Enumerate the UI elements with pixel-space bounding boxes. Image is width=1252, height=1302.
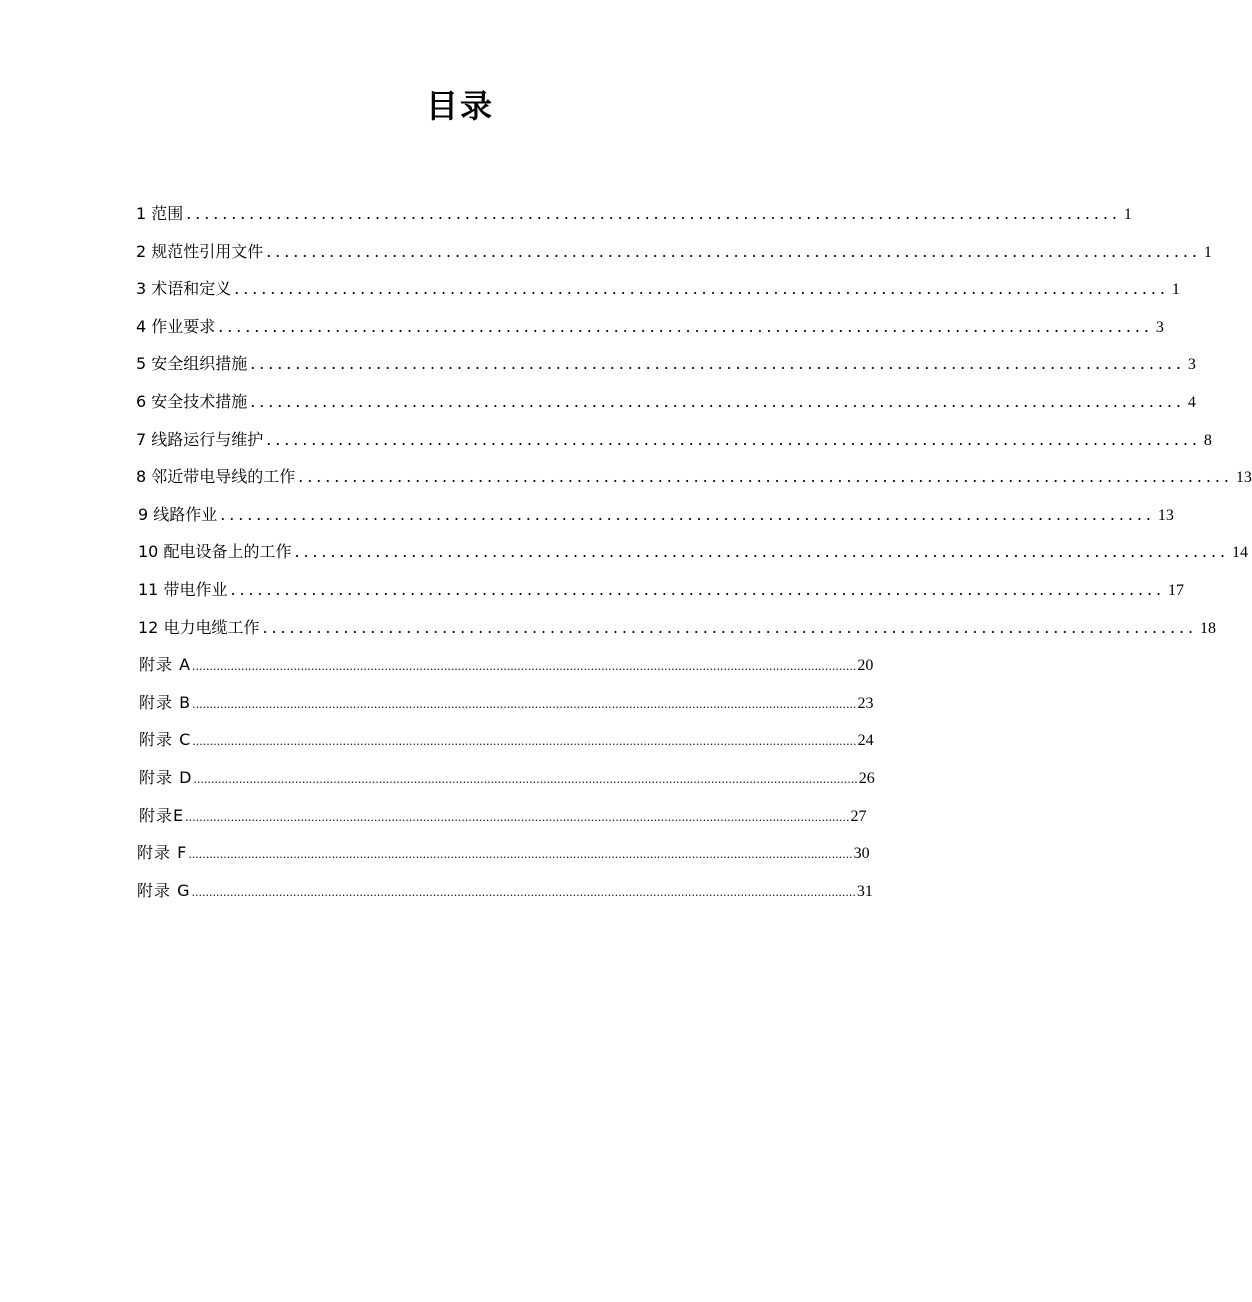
toc-entry-label: 7 线路运行与维护 [136,429,264,449]
dot-leader: .............................................................................................................................................................................................. [188,848,853,862]
dot-leader: ........................................................................................................ [218,316,1153,336]
toc-entry-label: 附录 C [139,730,192,750]
toc-entry-page: 13 [1157,506,1174,524]
toc-entry-label: 1 范围 [136,204,184,223]
toc-entry-label: 附录 B [139,692,192,712]
dot-leader: ........................................................................................................ [266,429,1201,449]
page-title: 目录 [425,87,494,125]
toc-appendix-c[interactable] [0,721,920,759]
toc-entry-10[interactable] [0,533,1248,571]
toc-entry-label: 附录E [139,805,185,825]
toc-entry-label: 3 术语和定义 [136,279,232,299]
toc-appendix-a[interactable] [0,646,920,684]
toc-entry-page: 14 [1232,544,1248,562]
dot-leader: .............................................................................................................................................................................................. [191,885,856,899]
toc-entry-page: 20 [857,657,874,675]
dot-leader: ........................................................................................................ [266,241,1201,261]
toc-entry-page: 17 [1168,581,1184,599]
toc-entry-4[interactable] [0,308,1164,346]
toc-entry-page: 3 [1187,356,1196,374]
toc-appendix-d[interactable] [0,759,920,797]
toc-entry-page: 1 [1171,281,1180,299]
table-of-contents [0,195,1252,909]
toc-entry-label: 8 邻近带电导线的工作 [136,467,296,487]
toc-entry-6[interactable] [0,383,1196,421]
toc-entry-page: 31 [856,882,873,900]
toc-entry-label: 10 配电设备上的工作 [138,542,292,562]
toc-entry-9[interactable] [0,496,1174,534]
dot-leader: ........................................................................................................ [234,279,1169,299]
toc-appendix-f[interactable] [0,834,920,872]
dot-leader: ........................................................................................................ [262,617,1197,637]
toc-entry-12[interactable] [0,609,1216,647]
toc-entry-1[interactable] [0,195,1132,233]
toc-entry-label: 6 安全技术措施 [136,391,248,411]
toc-entry-label: 4 作业要求 [136,316,216,336]
toc-entry-label: 2 规范性引用文件 [136,241,264,261]
dot-leader: ........................................................................................................ [220,504,1155,524]
toc-entry-8[interactable] [0,458,1252,496]
toc-entry-page: 4 [1187,393,1196,411]
toc-entry-label: 5 安全组织措施 [136,354,248,374]
dot-leader: ........................................................................................................ [298,467,1233,487]
toc-entry-label: 9 线路作业 [138,504,218,524]
toc-entry-5[interactable] [0,345,1196,383]
toc-entry-page: 30 [853,845,870,863]
toc-entry-7[interactable] [0,421,1212,459]
toc-entry-page: 27 [850,807,867,825]
toc-appendix-b[interactable] [0,684,920,722]
dot-leader: .............................................................................................................................................................................................. [192,735,857,749]
toc-appendix-g[interactable] [0,872,920,910]
toc-entry-page: 8 [1203,431,1212,449]
toc-entry-11[interactable] [0,571,1184,609]
dot-leader: ........................................................................................................ [250,354,1185,374]
toc-entry-page: 26 [858,769,875,787]
toc-entry-page: 24 [857,732,874,750]
toc-entry-page: 18 [1200,619,1216,637]
toc-entry-label: 附录 A [139,655,192,675]
toc-entry-label: 附录 G [137,880,191,900]
toc-entry-label: 附录 F [137,843,188,863]
toc-entry-label: 12 电力电缆工作 [138,617,260,637]
dot-leader: .............................................................................................................................................................................................. [192,697,857,711]
toc-entry-3[interactable] [0,270,1180,308]
toc-appendix-e[interactable] [0,797,920,835]
toc-entry-label: 11 带电作业 [138,579,228,599]
toc-entry-page: 13 [1235,469,1252,487]
toc-entry-page: 1 [1123,206,1132,223]
toc-entry-page: 23 [857,694,874,712]
dot-leader: .............................................................................................................................................................................................. [185,810,850,824]
toc-entry-page: 1 [1203,243,1212,261]
dot-leader: ........................................................................................................ [230,579,1165,599]
toc-entry-label: 附录 D [139,767,193,787]
dot-leader: ........................................................................................................ [294,542,1229,562]
dot-leader: ........................................................................................................ [186,204,1121,223]
dot-leader: ........................................................................................................ [250,391,1185,411]
dot-leader: .............................................................................................................................................................................................. [193,772,858,786]
toc-entry-2[interactable] [0,233,1212,271]
dot-leader: .............................................................................................................................................................................................. [192,660,857,674]
toc-entry-page: 3 [1155,318,1164,336]
